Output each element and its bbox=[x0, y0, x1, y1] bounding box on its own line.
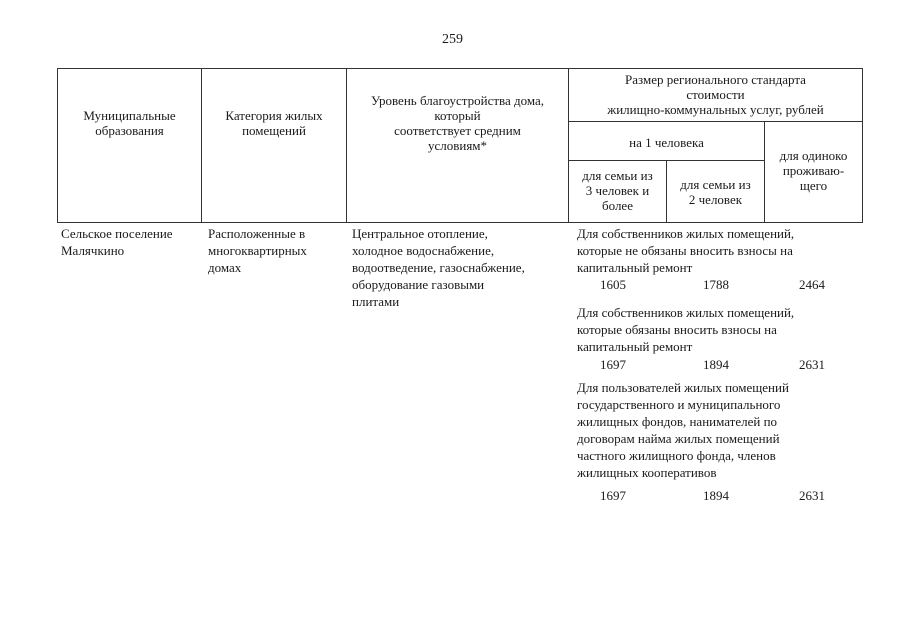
header-family2: для семьи из 2 человек bbox=[680, 177, 751, 207]
group-1-description: Для собственников жилых помещений, которые не обязаны вносить взносы на капитальный ремонт bbox=[577, 226, 795, 275]
group-2-value-single: 2631 bbox=[799, 357, 825, 372]
group-3-value-single: 2631 bbox=[799, 488, 825, 503]
page-number: 259 bbox=[442, 32, 463, 47]
group-3-value-family2: 1894 bbox=[703, 488, 729, 503]
header-cell-category bbox=[201, 68, 347, 223]
header-family3: для семьи из 3 человек и более bbox=[582, 168, 653, 213]
header-level: Уровень благоустройства дома, который соответствует средним условиям* bbox=[370, 93, 545, 153]
group-2-value-family3: 1697 bbox=[600, 357, 626, 372]
group-3-description: Для пользователей жилых помещений государственного и муниципального жилищных фондов, нанимателей по договорам найма жилых помещений частного жилищного фонда, членов жилищных кооперативов bbox=[577, 380, 789, 480]
header-cell-municipality bbox=[57, 68, 202, 223]
header-municipality: Муниципальные образования bbox=[83, 108, 176, 138]
row-category: Расположенные в многоквартирных домах bbox=[208, 226, 307, 275]
header-standard: Размер регионального стандарта стоимости жилищно-коммунальных услуг, рублей bbox=[607, 72, 824, 117]
group-1-value-single: 2464 bbox=[799, 277, 825, 292]
group-1-value-family2: 1788 bbox=[703, 277, 729, 292]
header-single: для одиноко проживаю- щего bbox=[779, 148, 848, 193]
header-per-person: на 1 человека bbox=[629, 135, 704, 150]
header-category: Категория жилых помещений bbox=[225, 108, 323, 138]
row-municipality: Сельское поселение Малячкино bbox=[61, 226, 173, 258]
group-3-value-family3: 1697 bbox=[600, 488, 626, 503]
group-2-value-family2: 1894 bbox=[703, 357, 729, 372]
row-level: Центральное отопление, холодное водоснабжение, водоотведение, газоснабжение, оборудование газовыми плитами bbox=[352, 226, 525, 309]
group-1-value-family3: 1605 bbox=[600, 277, 626, 292]
group-2-description: Для собственников жилых помещений, которые обязаны вносить взносы на капитальный ремонт bbox=[577, 305, 795, 354]
